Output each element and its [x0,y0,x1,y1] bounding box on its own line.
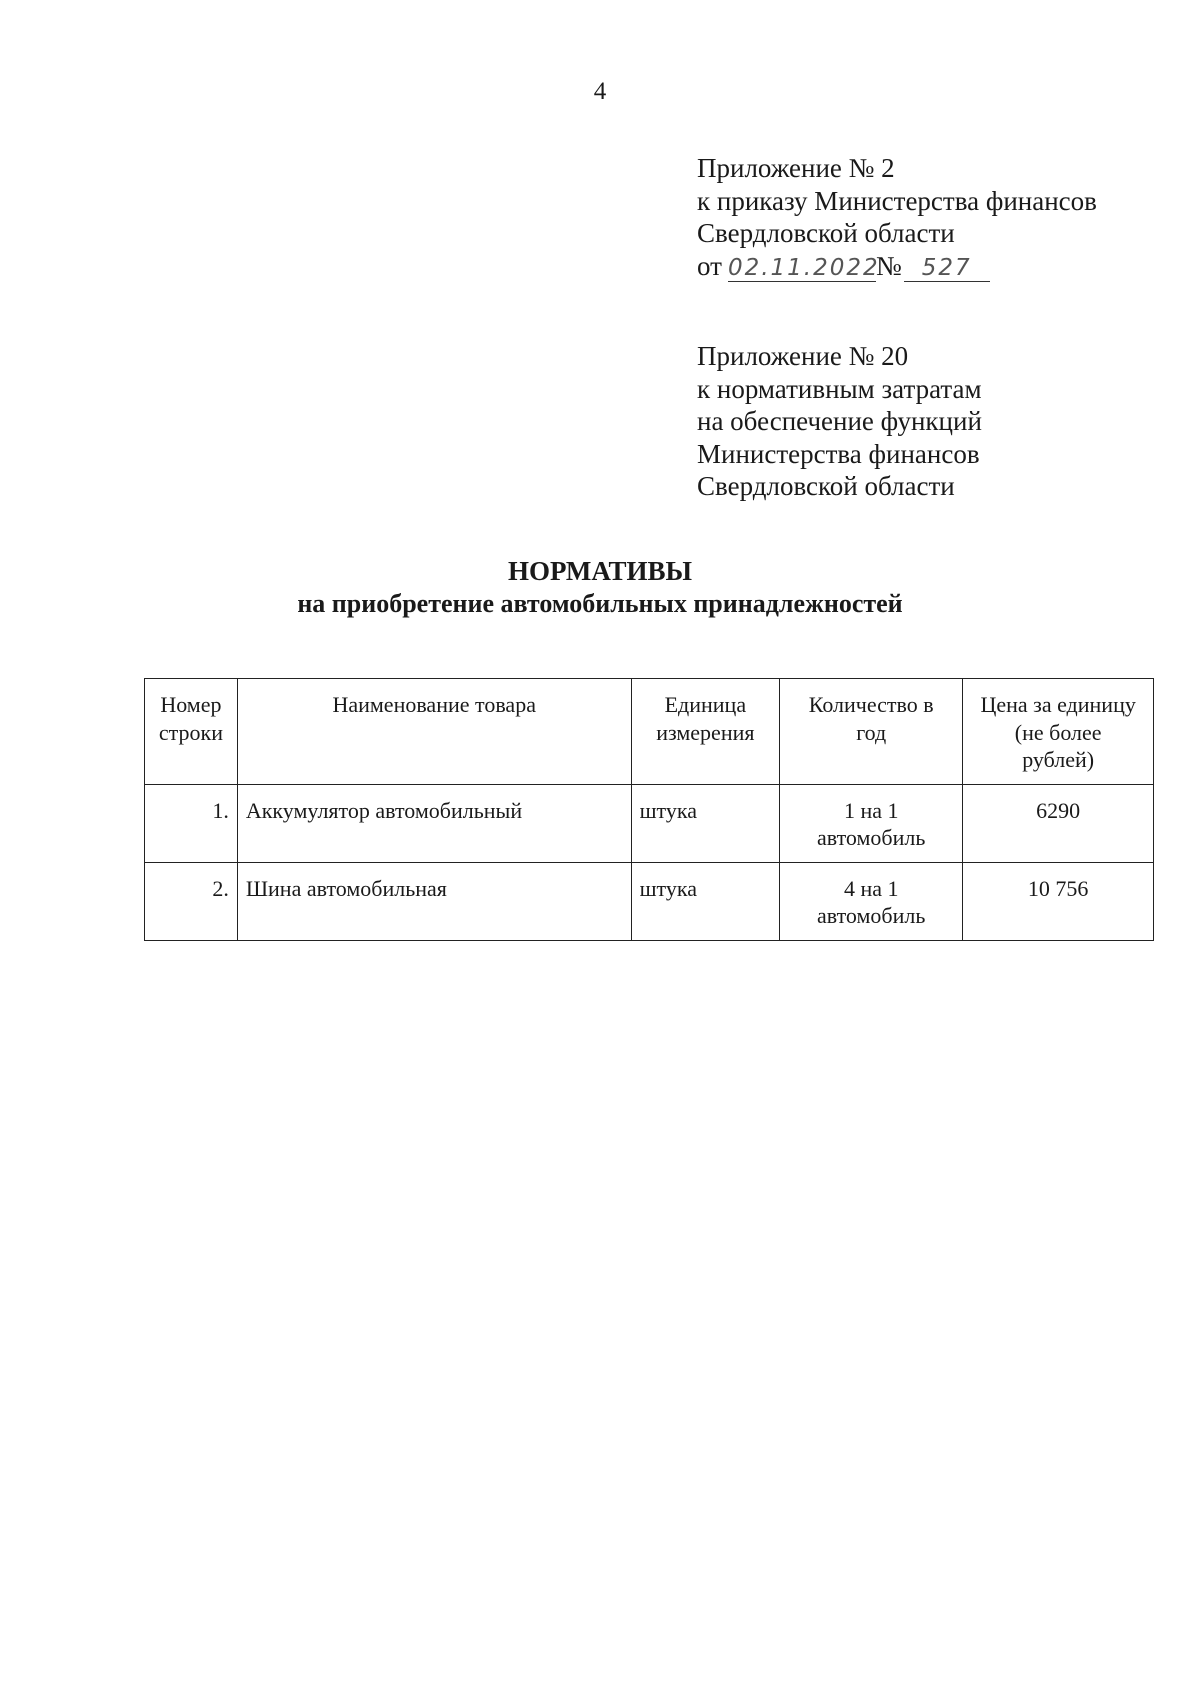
header-text: Наименование товара [332,692,536,717]
header-text: Номер [160,692,222,717]
handwritten-number: 527 [904,255,990,282]
appendix-order-date-line [697,250,1097,283]
header-row-number [145,679,238,785]
header-text: (не более [1014,719,1102,745]
cell-unit: штука [631,862,780,940]
document-heading [0,555,1200,621]
cell-item-name: Шина автомобильная [237,862,631,940]
header-text: Количество в [808,692,934,717]
header-text: Единица [664,692,747,717]
number-label: № [875,250,902,281]
cell-text: автомобиль [817,825,926,850]
appendix-order-line-1: Приложение № 2 [697,153,895,183]
header-text: измерения [656,719,755,745]
header-text: Цена за единицу [980,692,1136,717]
document-title: НОРМАТИВЫ [507,556,693,586]
page-number: 4 [593,78,607,105]
from-label: от [697,250,722,281]
cell-text: автомобиль [817,903,926,928]
header-price [963,679,1154,785]
cell-text: 1 на 1 [843,797,899,823]
cell-unit: штука [631,784,780,862]
header-text: год [856,719,887,745]
handwritten-date: 02.11.2022 [727,254,880,281]
norms-table [144,678,1154,941]
cell-quantity [780,862,963,940]
appendix-norms-block [697,340,982,503]
cell-price: 6290 [963,784,1154,862]
appendix-norms-line-5: Свердловской области [697,471,955,501]
appendix-norms-line-4: Министерства финансов [697,438,980,469]
cell-text: 4 на 1 [843,875,899,901]
appendix-order-line-3: Свердловской области [697,218,955,248]
cell-item-name: Аккумулятор автомобильный [237,784,631,862]
cell-row-number: 2. [145,862,238,940]
header-item-name [237,679,631,785]
appendix-order-block [697,152,1097,282]
document-subtitle: на приобретение автомобильных принадлежностей [297,589,903,618]
appendix-norms-line-2: к нормативным затратам [697,373,982,404]
cell-row-number: 1. [145,784,238,862]
table-row [145,784,1154,862]
cell-quantity [780,784,963,862]
appendix-norms-line-3: на обеспечение функций [697,406,982,436]
header-text: рублей) [1022,747,1095,772]
cell-price: 10 756 [963,862,1154,940]
header-quantity [780,679,963,785]
appendix-norms-line-1: Приложение № 20 [697,341,909,371]
header-unit [631,679,780,785]
table-header-row [145,679,1154,785]
appendix-order-line-2: к приказу Министерства финансов [697,185,1097,216]
table-row [145,862,1154,940]
header-text: строки [158,719,223,745]
